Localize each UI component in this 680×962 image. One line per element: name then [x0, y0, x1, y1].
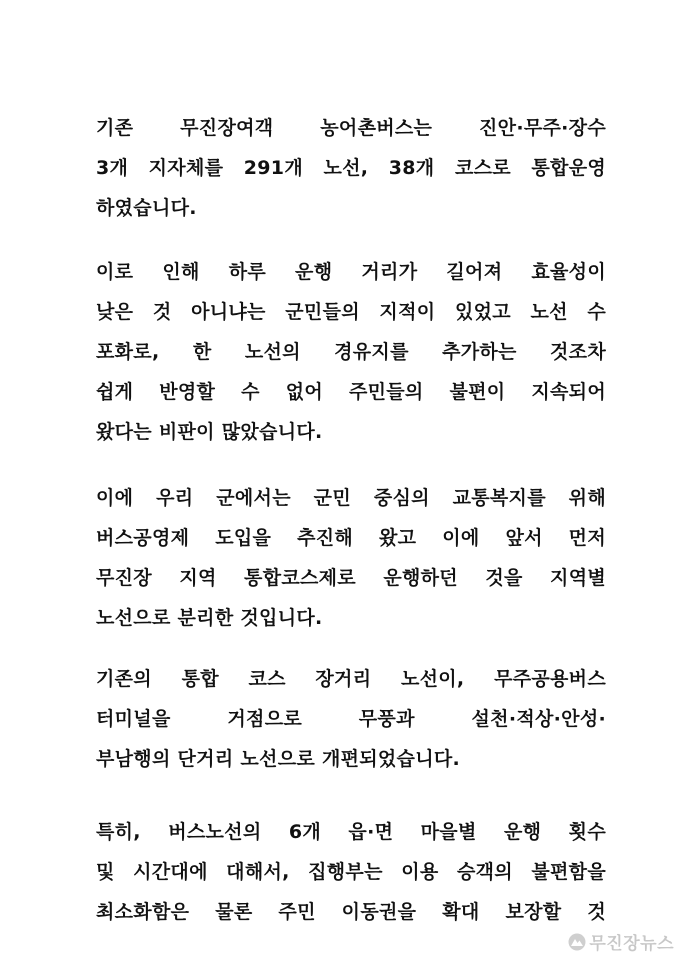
- text-line: 무진장 지역 통합코스제로 운행하던 것을 지역별: [96, 567, 606, 589]
- text-line: 및 시간대에 대해서, 집행부는 이용 승객의 불편함을: [96, 861, 606, 883]
- text-line: 노선으로 분리한 것입니다.: [96, 607, 323, 629]
- text-line: 왔다는 비판이 많았습니다.: [96, 421, 323, 443]
- text-line: 3개 지자체를 291개 노선, 38개 코스로 통합운영: [96, 157, 606, 179]
- text-line: 포화로, 한 노선의 경유지를 추가하는 것조차: [96, 341, 606, 363]
- text-line: 이로 인해 하루 운행 거리가 길어져 효율성이: [96, 261, 606, 283]
- text-line: 터미널을 거점으로 무풍과 설천·적상·안성·: [96, 708, 606, 730]
- watermark: [568, 929, 674, 954]
- text-line: 기존 무진장여객 농어촌버스는 진안·무주·장수: [96, 117, 606, 139]
- paragraph-1: [96, 108, 606, 228]
- paragraph-3: [96, 478, 606, 638]
- paragraph-4: [96, 659, 606, 779]
- paragraph-2: [96, 252, 606, 452]
- text-line: 하였습니다.: [96, 197, 197, 219]
- text-line: 이에 우리 군에서는 군민 중심의 교통복지를 위해: [96, 487, 606, 509]
- text-line: 부남행의 단거리 노선으로 개편되었습니다.: [96, 748, 461, 770]
- paragraph-5: [96, 812, 606, 932]
- mountain-logo-icon: [568, 933, 586, 951]
- text-line: 쉽게 반영할 수 없어 주민들의 불편이 지속되어: [96, 381, 606, 403]
- text-line: 기존의 통합 코스 장거리 노선이, 무주공용버스: [96, 668, 606, 690]
- watermark-text: 무진장뉴스: [589, 934, 674, 953]
- text-line: 낮은 것 아니냐는 군민들의 지적이 있었고 노선 수: [96, 301, 606, 323]
- text-line: 특히, 버스노선의 6개 읍·면 마을별 운행 횟수: [96, 821, 606, 843]
- text-line: 최소화함은 물론 주민 이동권을 확대 보장할 것: [96, 901, 606, 923]
- text-line: 버스공영제 도입을 추진해 왔고 이에 앞서 먼저: [96, 527, 606, 549]
